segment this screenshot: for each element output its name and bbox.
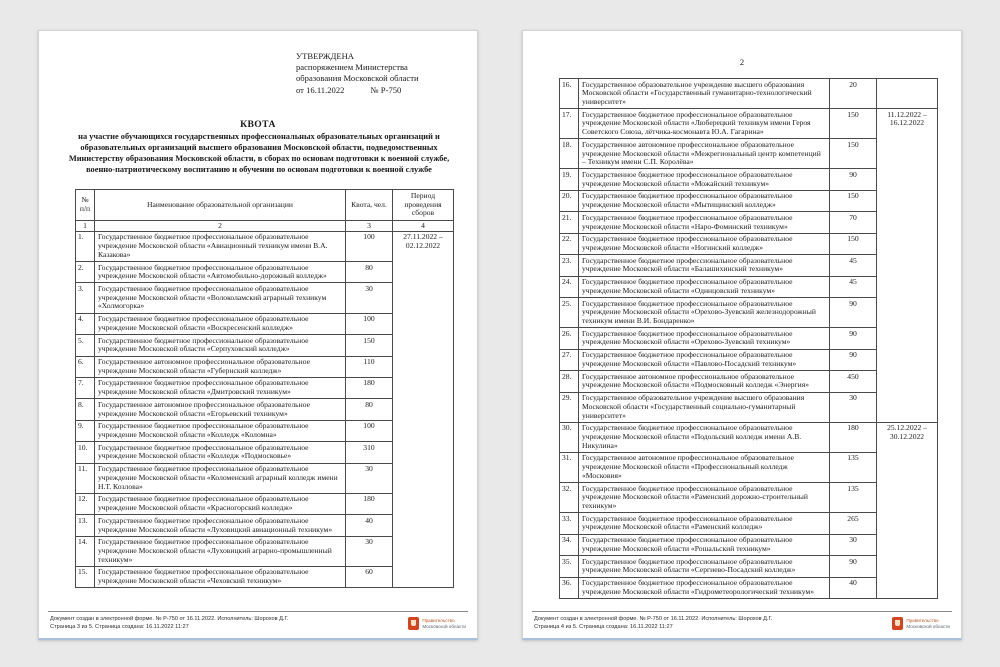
org-name-cell: Государственное бюджетное профессиональное образовательное учреждение Московской области «Луховицкий авиационный техникум» xyxy=(95,515,346,536)
government-logo-text xyxy=(906,618,950,629)
footer-text xyxy=(534,615,772,631)
column-number: 2 xyxy=(95,221,346,232)
org-name-cell: Государственное бюджетное профессиональное образовательное учреждение Московской области «Одинцовский техникум» xyxy=(579,276,830,297)
quota-cell: 135 xyxy=(830,483,877,513)
header-quota: Квота, чел. xyxy=(346,190,393,221)
org-name-cell: Государственное автономное профессиональное образовательное учреждение Московской области «Подмосковный колледж «Энергия» xyxy=(579,371,830,392)
government-logo xyxy=(892,617,950,630)
quota-cell: 30 xyxy=(830,534,877,555)
quota-cell: 70 xyxy=(830,212,877,233)
approval-date-number xyxy=(296,85,468,96)
row-number-cell: 27. xyxy=(560,349,579,370)
approval-block xyxy=(296,51,468,96)
government-logo xyxy=(408,617,466,630)
org-name-cell: Государственное бюджетное профессиональное образовательное учреждение Московской области «Люберецкий техникум имени Героя Советского Союза, лётчика-космонавта Ю.А. Гагарина» xyxy=(579,109,830,139)
quota-table-page2 xyxy=(559,78,938,599)
org-name-cell: Государственное бюджетное профессиональное образовательное учреждение Московской области «Авиационный техникум имени В.А. Казакова» xyxy=(95,231,346,261)
quota-cell: 20 xyxy=(830,79,877,109)
quota-cell: 135 xyxy=(830,452,877,482)
period-cell: 27.11.2022 – 02.12.2022 xyxy=(393,231,454,587)
quota-cell: 40 xyxy=(830,577,877,598)
row-number-cell: 25. xyxy=(560,298,579,328)
org-name-cell: Государственное бюджетное профессиональное образовательное учреждение Московской области «Чеховский техникум» xyxy=(95,566,346,587)
org-name-cell: Государственное автономное профессиональное образовательное учреждение Московской области «Профессиональный колледж «Московия» xyxy=(579,452,830,482)
row-number-cell: 31. xyxy=(560,452,579,482)
footer-line1: Документ создан в электронной форме. № Р-750 от 16.11.2022. Исполнитель: Шорохов Д.Г. xyxy=(50,616,289,622)
org-name-cell: Государственное бюджетное профессиональное образовательное учреждение Московской области «Раменский колледж» xyxy=(579,513,830,534)
period-cell: 25.12.2022 – 30.12.2022 xyxy=(877,422,938,598)
document-subtitle: на участие обучающихся государственных профессиональных образовательных организаций и образовательных организаций высшего образования Московской области, подведомственных Министерству образования Московской области, в сборах по основам подготовки к военной службе, военно-патриотическому воспитанию и обучении по основам подготовки к военной службе xyxy=(68,132,450,175)
org-name-cell: Государственное автономное профессиональное образовательное учреждение Московской области «Егорьевский техникум» xyxy=(95,399,346,420)
quota-cell: 310 xyxy=(346,442,393,463)
header-name: Наименование образовательной организации xyxy=(95,190,346,221)
approval-line: образования Московской области xyxy=(296,73,419,84)
org-name-cell: Государственное бюджетное профессиональное образовательное учреждение Московской области «Сергиево-Посадский колледж» xyxy=(579,556,830,577)
approval-line: УТВЕРЖДЕНА xyxy=(296,51,355,61)
org-name-cell: Государственное бюджетное профессиональное образовательное учреждение Московской области «Рошальский техникум» xyxy=(579,534,830,555)
row-number-cell: 6. xyxy=(76,356,95,377)
quota-cell: 265 xyxy=(830,513,877,534)
org-name-cell: Государственное бюджетное профессиональное образовательное учреждение Московской области «Колледж «Подмосковье» xyxy=(95,442,346,463)
row-number-cell: 20. xyxy=(560,190,579,211)
row-number-cell: 7. xyxy=(76,377,95,398)
logo-line2: Московской области xyxy=(906,623,950,629)
quota-cell: 80 xyxy=(346,262,393,283)
column-number: 3 xyxy=(346,221,393,232)
quota-cell: 450 xyxy=(830,371,877,392)
row-number-cell: 2. xyxy=(76,262,95,283)
row-number-cell: 28. xyxy=(560,371,579,392)
row-number-cell: 30. xyxy=(560,422,579,452)
row-number-cell: 26. xyxy=(560,328,579,349)
org-name-cell: Государственное бюджетное профессиональное образовательное учреждение Московской области «Воскресенский колледж» xyxy=(95,313,346,334)
document-title: КВОТА xyxy=(240,119,276,130)
page-footer xyxy=(48,611,468,638)
quota-cell: 100 xyxy=(346,313,393,334)
org-name-cell: Государственное автономное профессиональное образовательное учреждение Московской области «Губернский колледж» xyxy=(95,356,346,377)
logo-line1: Правительство xyxy=(422,617,455,623)
approval-number: № Р-750 xyxy=(370,84,402,95)
quota-cell: 90 xyxy=(830,349,877,370)
org-name-cell: Государственное бюджетное профессиональное образовательное учреждение Московской области «Подольский колледж имени А.В. Никулина» xyxy=(579,422,830,452)
org-name-cell: Государственное бюджетное профессиональное образовательное учреждение Московской области «Автомобильно-дорожный колледж» xyxy=(95,262,346,283)
logo-line1: Правительство xyxy=(906,617,939,623)
table-row xyxy=(560,79,938,109)
quota-cell: 100 xyxy=(346,231,393,261)
table-row xyxy=(560,109,938,139)
row-number-cell: 24. xyxy=(560,276,579,297)
org-name-cell: Государственное образовательное учреждение высшего образования Московской области «Государственный гуманитарно-технологический университет» xyxy=(579,79,830,109)
org-name-cell: Государственное бюджетное профессиональное образовательное учреждение Московской области «Колледж «Коломна» xyxy=(95,420,346,441)
org-name-cell: Государственное бюджетное профессиональное образовательное учреждение Московской области «Раменский дорожно-строительный техникум» xyxy=(579,483,830,513)
row-number-cell: 18. xyxy=(560,139,579,169)
quota-cell: 150 xyxy=(346,335,393,356)
quota-cell: 30 xyxy=(830,392,877,422)
footer-line2: Страница 4 из 5. Страница создана: 16.11.2022 11:27 xyxy=(534,624,673,631)
org-name-cell: Государственное автономное профессиональное образовательное учреждение Московской области «Межрегиональный центр компетенций – Техникум имени С.П. Королёва» xyxy=(579,139,830,169)
quota-cell: 30 xyxy=(346,463,393,493)
quota-cell: 45 xyxy=(830,276,877,297)
quota-table-page1 xyxy=(75,189,454,588)
org-name-cell: Государственное бюджетное профессиональное образовательное учреждение Московской области «Мытищинский колледж» xyxy=(579,190,830,211)
row-number-cell: 21. xyxy=(560,212,579,233)
row-number-cell: 4. xyxy=(76,313,95,334)
org-name-cell: Государственное бюджетное профессиональное образовательное учреждение Московской области «Красногорский колледж» xyxy=(95,493,346,514)
header-period: Период проведения сборов xyxy=(393,190,454,221)
approval-line: распоряжением Министерства xyxy=(296,62,408,73)
document-page-3 xyxy=(38,30,478,640)
row-number-cell: 9. xyxy=(76,420,95,441)
table-row xyxy=(560,422,938,452)
quota-cell: 180 xyxy=(346,377,393,398)
approval-date: от 16.11.2022 xyxy=(296,84,345,95)
period-cell: 11.12.2022 – 16.12.2022 xyxy=(877,109,938,423)
logo-line2: Московской области xyxy=(422,623,466,629)
page-footer xyxy=(532,611,952,638)
org-name-cell: Государственное бюджетное профессиональное образовательное учреждение Московской области «Балашихинский техникум» xyxy=(579,255,830,276)
quota-cell: 110 xyxy=(346,356,393,377)
quota-cell: 150 xyxy=(830,233,877,254)
quota-cell: 40 xyxy=(346,515,393,536)
row-number-cell: 17. xyxy=(560,109,579,139)
footer-line2: Страница 3 из 5. Страница создана: 16.11.2022 11:27 xyxy=(50,624,189,631)
org-name-cell: Государственное бюджетное профессиональное образовательное учреждение Московской области «Луховицкий аграрно-промышленный техникум» xyxy=(95,536,346,566)
row-number-cell: 23. xyxy=(560,255,579,276)
table-header-row xyxy=(76,190,454,221)
org-name-cell: Государственное бюджетное профессиональное образовательное учреждение Московской области «Ногинский колледж» xyxy=(579,233,830,254)
org-name-cell: Государственное бюджетное профессиональное образовательное учреждение Московской области «Дмитровский техникум» xyxy=(95,377,346,398)
column-number-row xyxy=(76,221,454,232)
row-number-cell: 11. xyxy=(76,463,95,493)
period-cell xyxy=(877,79,938,109)
org-name-cell: Государственное бюджетное профессиональное образовательное учреждение Московской области «Можайский техникум» xyxy=(579,169,830,190)
quota-cell: 180 xyxy=(346,493,393,514)
org-name-cell: Государственное бюджетное профессиональное образовательное учреждение Московской области «Павлово-Посадский техникум» xyxy=(579,349,830,370)
row-number-cell: 19. xyxy=(560,169,579,190)
quota-cell: 45 xyxy=(830,255,877,276)
quota-cell: 180 xyxy=(830,422,877,452)
row-number-cell: 34. xyxy=(560,534,579,555)
row-number-cell: 36. xyxy=(560,577,579,598)
row-number-cell: 14. xyxy=(76,536,95,566)
quota-cell: 90 xyxy=(830,556,877,577)
org-name-cell: Государственное образовательное учреждение высшего образования Московской области «Государственный социально-гуманитарный университет» xyxy=(579,392,830,422)
quota-cell: 150 xyxy=(830,190,877,211)
row-number-cell: 8. xyxy=(76,399,95,420)
quota-cell: 60 xyxy=(346,566,393,587)
row-number-cell: 12. xyxy=(76,493,95,514)
table-row xyxy=(76,231,454,261)
row-number-cell: 13. xyxy=(76,515,95,536)
moscow-region-coat-of-arms-icon xyxy=(408,617,419,630)
org-name-cell: Государственное бюджетное профессиональное образовательное учреждение Московской области «Наро-Фоминский техникум» xyxy=(579,212,830,233)
document-page-4 xyxy=(522,30,962,640)
row-number-cell: 33. xyxy=(560,513,579,534)
row-number-cell: 10. xyxy=(76,442,95,463)
row-number-cell: 3. xyxy=(76,283,95,313)
row-number-cell: 16. xyxy=(560,79,579,109)
footer-text xyxy=(50,615,288,631)
quota-cell: 150 xyxy=(830,109,877,139)
org-name-cell: Государственное бюджетное профессиональное образовательное учреждение Московской области «Серпуховский колледж» xyxy=(95,335,346,356)
row-number-cell: 22. xyxy=(560,233,579,254)
quota-cell: 30 xyxy=(346,283,393,313)
row-number-cell: 5. xyxy=(76,335,95,356)
footer-line1: Документ создан в электронной форме. № Р-750 от 16.11.2022. Исполнитель: Шорохов Д.Г. xyxy=(534,616,773,622)
row-number-cell: 35. xyxy=(560,556,579,577)
quota-cell: 90 xyxy=(830,169,877,190)
column-number: 1 xyxy=(76,221,95,232)
org-name-cell: Государственное бюджетное профессиональное образовательное учреждение Московской области «Гидрометеорологический техникум» xyxy=(579,577,830,598)
org-name-cell: Государственное бюджетное профессиональное образовательное учреждение Московской области «Орехово-Зуевский техникум» xyxy=(579,328,830,349)
header-num: № п/п xyxy=(76,190,95,221)
row-number-cell: 15. xyxy=(76,566,95,587)
org-name-cell: Государственное бюджетное профессиональное образовательное учреждение Московской области «Орехово-Зуевский железнодорожный техникум имени В.И. Бондаренко» xyxy=(579,298,830,328)
column-number: 4 xyxy=(393,221,454,232)
row-number-cell: 1. xyxy=(76,231,95,261)
government-logo-text xyxy=(422,618,466,629)
quota-cell: 90 xyxy=(830,328,877,349)
org-name-cell: Государственное бюджетное профессиональное образовательное учреждение Московской области «Коломенский аграрный колледж имени Н.Т. Козлова» xyxy=(95,463,346,493)
quota-cell: 150 xyxy=(830,139,877,169)
quota-cell: 80 xyxy=(346,399,393,420)
moscow-region-coat-of-arms-icon xyxy=(892,617,903,630)
quota-cell: 30 xyxy=(346,536,393,566)
org-name-cell: Государственное бюджетное профессиональное образовательное учреждение Московской области «Волоколамский аграрный техникум «Холмогорка» xyxy=(95,283,346,313)
row-number-cell: 32. xyxy=(560,483,579,513)
quota-cell: 90 xyxy=(830,298,877,328)
page-number: 2 xyxy=(739,57,745,67)
quota-cell: 100 xyxy=(346,420,393,441)
row-number-cell: 29. xyxy=(560,392,579,422)
